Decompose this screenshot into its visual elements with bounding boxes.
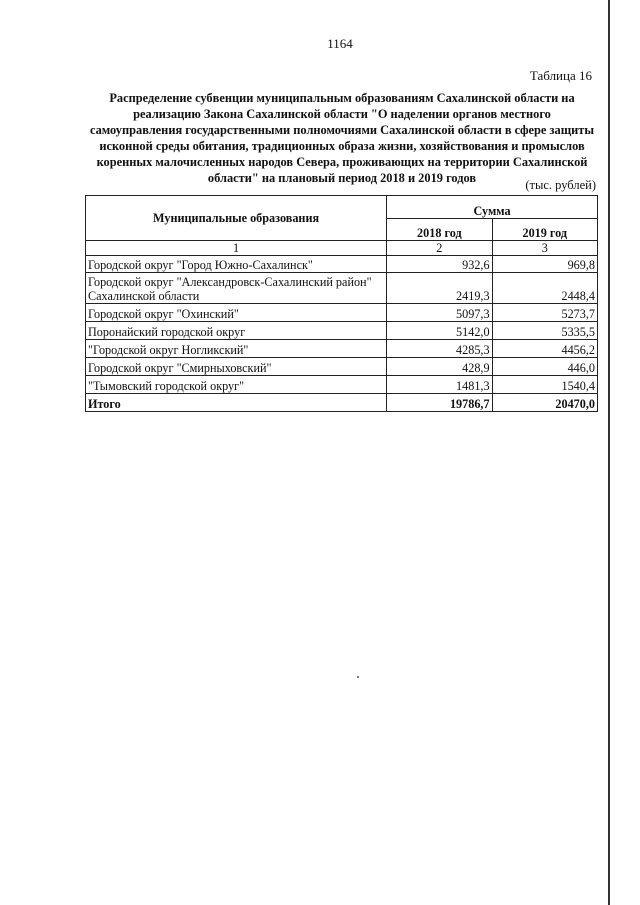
document-title: Распределение субвенции муниципальным образованиям Сахалинской области на реализацию Закона Сахалинской области "О наделении органов местного самоуправления государственными полномочиями Сахалинской области в сфере защиты исконной среды обитания, традиционных образа жизни, хозяйствования и промыслов коренных малочисленных народов Севера, проживающих на территории Сахалинской области" на плановый период 2018 и 2019 годов <box>89 91 595 185</box>
value-2019: 1540,4 <box>492 376 597 394</box>
table-row <box>86 340 598 358</box>
column-number: 3 <box>492 241 597 256</box>
value-2018: 932,6 <box>387 256 492 273</box>
municipality-name: Поронайский городской округ <box>86 322 387 340</box>
table-row <box>86 376 598 394</box>
value-2018: 5097,3 <box>387 304 492 322</box>
value-2019: 446,0 <box>492 358 597 376</box>
table-row <box>86 358 598 376</box>
column-number: 1 <box>86 241 387 256</box>
column-number-row <box>86 241 598 256</box>
value-2018: 428,9 <box>387 358 492 376</box>
value-2018: 5142,0 <box>387 322 492 340</box>
total-2019: 20470,0 <box>492 394 597 412</box>
units-label: (тыс. рублей) <box>525 178 596 192</box>
scan-speck <box>357 676 359 678</box>
value-2018: 4285,3 <box>387 340 492 358</box>
municipality-name: Городской округ "Город Южно-Сахалинск" <box>86 256 387 273</box>
page-edge-line <box>608 0 610 905</box>
municipality-name: Городской округ "Смирныховский" <box>86 358 387 376</box>
value-2019: 969,8 <box>492 256 597 273</box>
municipality-name: Городской округ "Александровск-Сахалинский район" Сахалинской области <box>86 273 387 304</box>
value-2018: 2419,3 <box>387 273 492 304</box>
header-municipalities: Муниципальные образования <box>86 196 387 241</box>
municipality-name: Городской округ "Охинский" <box>86 304 387 322</box>
header-year-2019: 2019 год <box>492 218 597 241</box>
subvention-table <box>85 195 598 412</box>
table-row <box>86 256 598 273</box>
value-2019: 5335,5 <box>492 322 597 340</box>
value-2018: 1481,3 <box>387 376 492 394</box>
total-label: Итого <box>86 394 387 412</box>
table-row <box>86 273 598 304</box>
value-2019: 4456,2 <box>492 340 597 358</box>
value-2019: 2448,4 <box>492 273 597 304</box>
column-number: 2 <box>387 241 492 256</box>
table-row <box>86 304 598 322</box>
total-row <box>86 394 598 412</box>
municipality-name: "Городской округ Ногликский" <box>86 340 387 358</box>
total-2018: 19786,7 <box>387 394 492 412</box>
table-row <box>86 322 598 340</box>
municipality-name: "Тымовский городской округ" <box>86 376 387 394</box>
header-sum: Сумма <box>387 196 598 219</box>
value-2019: 5273,7 <box>492 304 597 322</box>
table-label: Таблица 16 <box>529 68 592 83</box>
page-number: 1164 <box>327 36 353 51</box>
header-year-2018: 2018 год <box>387 218 492 241</box>
